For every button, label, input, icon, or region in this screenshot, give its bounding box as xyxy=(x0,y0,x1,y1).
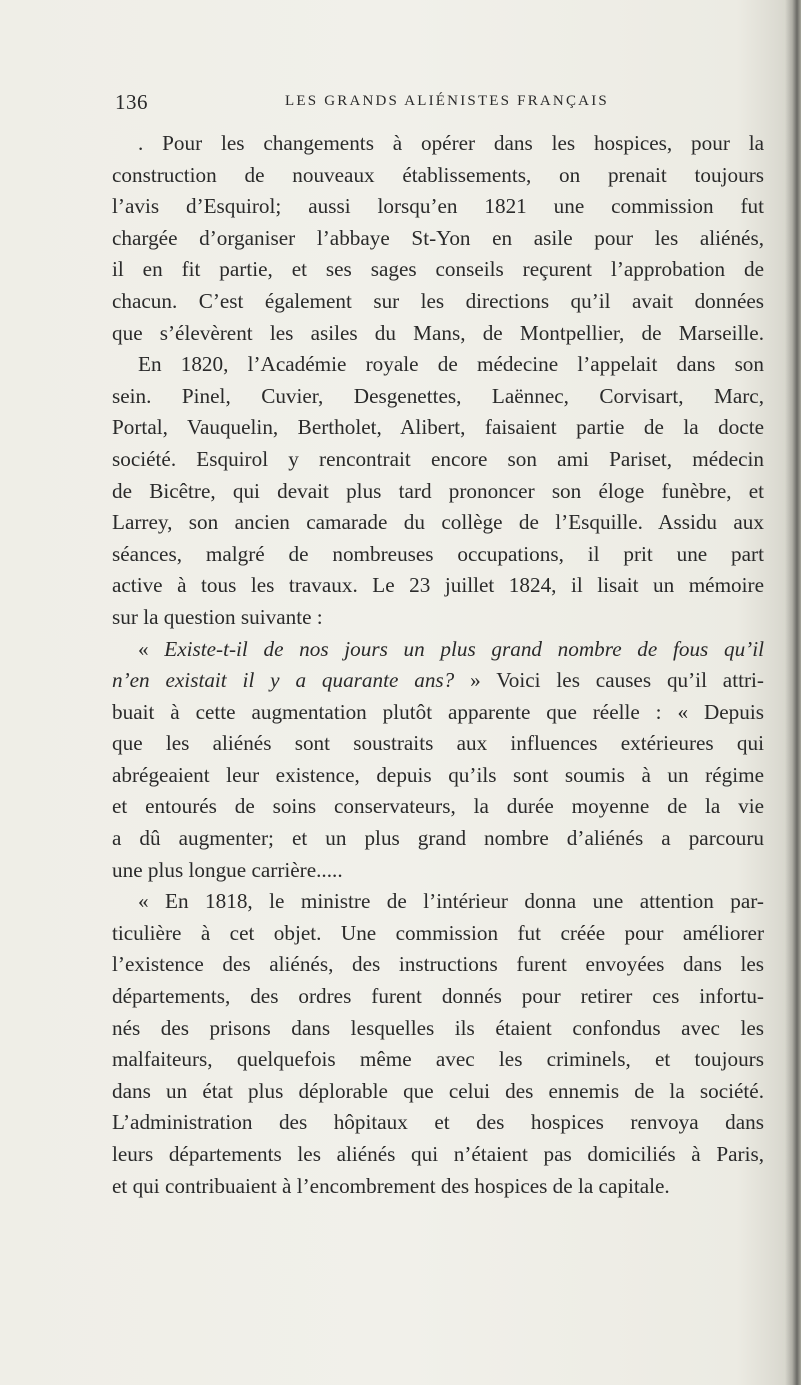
text-line: l’avis d’Esquirol; aussi lorsqu’en 1821 une commission fut xyxy=(112,194,764,219)
text-line: il en fit partie, et ses sages conseils reçurent l’approbation de xyxy=(112,257,764,282)
page-edge-shadow xyxy=(785,0,801,1385)
text-line: une plus longue carrière..... xyxy=(112,857,343,882)
text-line: leurs départements les aliénés qui n’étaient pas domiciliés à Paris, xyxy=(112,1142,764,1166)
text-line: . Pour les changements à opérer dans les hospices, pour la xyxy=(138,131,764,155)
page-header xyxy=(115,90,755,114)
text-line: et entourés de soins conservateurs, la durée moyenne de la vie xyxy=(112,794,764,819)
quote-open-mark: « xyxy=(138,636,165,661)
text-line: En 1820, l’Académie royale de médecine l’appelait dans son xyxy=(138,352,764,377)
text-line: active à tous les travaux. Le 23 juillet 1824, il lisait un mémoire xyxy=(112,573,764,598)
text-line: abrégeaient leur existence, depuis qu’ils sont soumis à un régime xyxy=(112,762,764,787)
text-line: construction de nouveaux établissements, on prenait toujours xyxy=(112,162,764,187)
text-line: Larrey, son ancien camarade du collège de l’Esquille. Assidu aux xyxy=(112,510,764,535)
text-line: que les aliénés sont soustraits aux influences extérieures qui xyxy=(112,731,764,756)
text-line: l’existence des aliénés, des instructions furent envoyées dans les xyxy=(112,952,764,977)
text-line: société. Esquirol y rencontrait encore son ami Pariset, médecin xyxy=(112,446,764,471)
text-line: a dû augmenter; et un plus grand nombre d’aliénés a parcouru xyxy=(112,826,764,851)
quote-continuation: » Voici les causes qu’il attri- xyxy=(454,668,764,693)
text-line: L’administration des hôpitaux et des hospices renvoya dans xyxy=(112,1110,764,1135)
text-line: de Bicêtre, qui devait plus tard prononcer son éloge funèbre, et xyxy=(112,478,764,503)
text-line: et qui contribuaient à l’encombrement des hospices de la capitale. xyxy=(112,1173,670,1198)
quote-line xyxy=(112,665,764,697)
text-line: sur la question suivante : xyxy=(112,604,323,629)
text-line: malfaiteurs, quelquefois même avec les criminels, et toujours xyxy=(112,1047,764,1072)
text-line: buait à cette augmentation plutôt apparente que réelle : « Depuis xyxy=(112,699,764,724)
text-line: sein. Pinel, Cuvier, Desgenettes, Laënnec, Corvisart, Marc, xyxy=(112,383,764,408)
text-line: départements, des ordres furent donnés pour retirer ces infortu- xyxy=(112,984,764,1009)
text-line: nés des prisons dans lesquelles ils étaient confondus avec les xyxy=(112,1015,764,1040)
text-line: ticulière à cet objet. Une commission fut créée pour améliorer xyxy=(112,920,764,945)
text-line: « En 1818, le ministre de l’intérieur donna une attention par- xyxy=(138,889,764,914)
quote-line xyxy=(112,634,764,666)
page-number: 136 xyxy=(115,90,148,114)
quote-question-italic-end: n’en existait il y a quarante ans? xyxy=(112,668,455,693)
text-line: que s’élevèrent les asiles du Mans, de Montpellier, de Marseille. xyxy=(112,320,764,345)
text-line: Portal, Vauquelin, Bertholet, Alibert, faisaient partie de la docte xyxy=(112,415,764,440)
running-title: LES GRANDS ALIÉNISTES FRANÇAIS xyxy=(285,93,609,109)
text-line: chacun. C’est également sur les directions qu’il avait données xyxy=(112,288,764,313)
quote-question-italic: Existe-t-il de nos jours un plus grand nombre de fous qu’il xyxy=(164,636,764,661)
text-line: chargée d’organiser l’abbaye St-Yon en asile pour les aliénés, xyxy=(112,225,764,250)
text-line: séances, malgré de nombreuses occupations, il prit une part xyxy=(112,541,764,566)
body-text xyxy=(112,128,764,1202)
text-line: dans un état plus déplorable que celui des ennemis de la société. xyxy=(112,1078,764,1103)
